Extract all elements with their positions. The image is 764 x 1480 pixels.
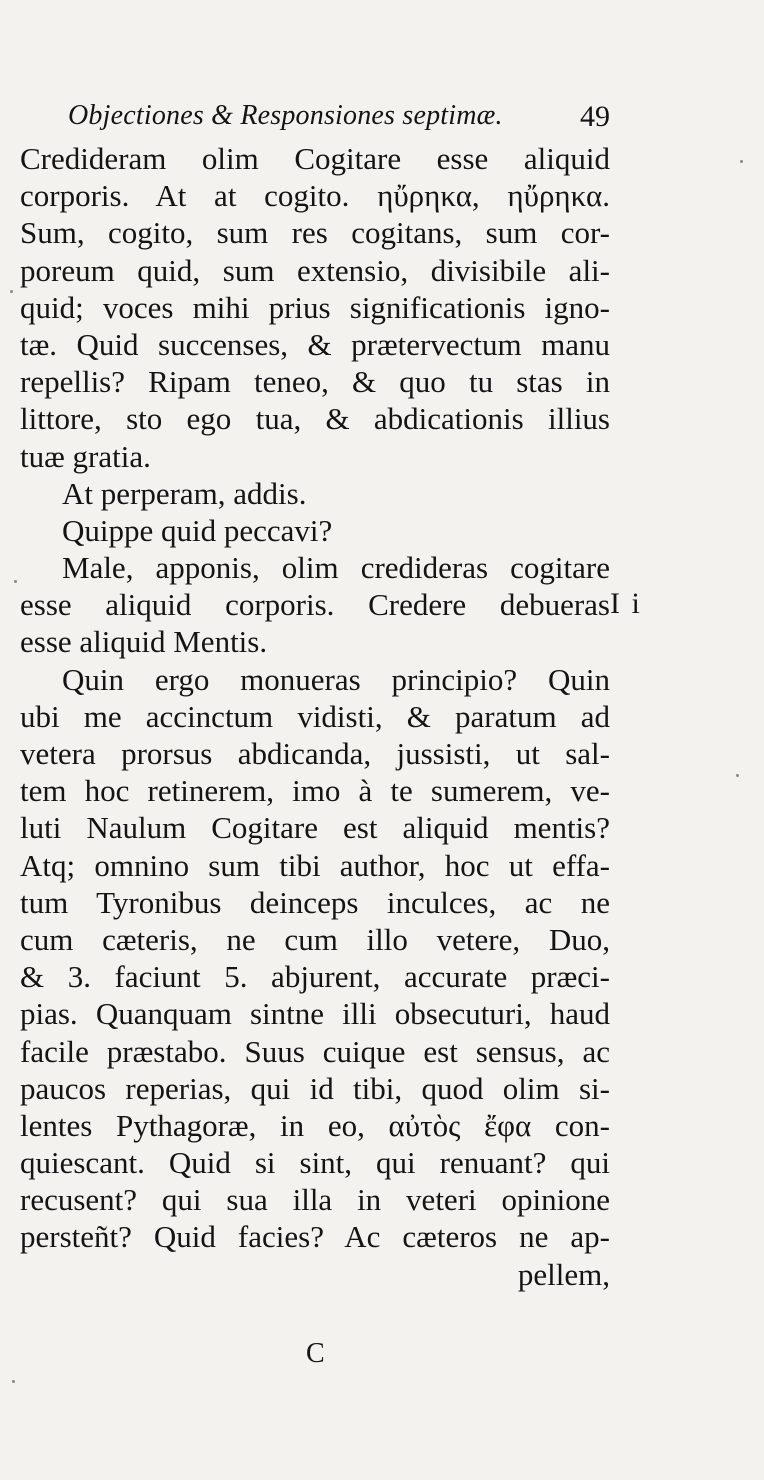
body-text (20, 140, 610, 1293)
text-line: quid; voces mihi prius significationis igno- (20, 289, 610, 325)
text-line: tuæ gratia. (20, 438, 151, 474)
text-line: lentes Pythagoræ, in eo, αὐτὸς ἔφα con- (20, 1107, 610, 1143)
text-line: & 3. faciunt 5. abjurent, accurate præci- (20, 959, 610, 995)
text-line: Sum, cogito, sum res cogitans, sum cor- (20, 215, 610, 251)
text-line: pias. Quanquam sintne illi obsecuturi, haud (20, 996, 610, 1032)
ink-speck (14, 580, 17, 583)
text-line: littore, sto ego tua, & abdicationis illius (20, 401, 610, 437)
margin-signature-note: I i (610, 587, 642, 620)
text-line: vetera prorsus abdicanda, jussisti, ut sal- (20, 736, 610, 771)
text-line: facile præstabo. Suus cuique est sensus, ac (20, 1033, 610, 1069)
text-line: corporis. At at cogito. ηὔρηκα, ηὔρηκα. (20, 178, 610, 214)
ink-speck (736, 774, 739, 777)
text-line: tem hoc retinerem, imo à te sumerem, ve- (20, 773, 610, 809)
text-line: quiescant. Quid si sint, qui renuant? qui (20, 1145, 610, 1181)
text-line: tæ. Quid succenses, & prætervectum manu (20, 326, 610, 362)
text-line: Quin ergo monueras principio? Quin (62, 661, 610, 697)
text-line: cum cæteris, ne cum illo vetere, Duo, (20, 921, 610, 957)
text-line: esse aliquid corporis. Credere debueras (20, 587, 610, 623)
text-line: luti Naulum Cogitare est aliquid mentis? (20, 810, 610, 846)
text-line: poreum quid, sum extensio, divisibile ali- (20, 252, 610, 288)
running-title: Objectiones & Responsiones septimæ. (68, 100, 503, 131)
ink-speck (12, 1380, 15, 1383)
text-line-catchword: pellem, (517, 1256, 610, 1292)
ink-speck (740, 160, 743, 163)
text-line: paucos reperias, qui id tibi, quod olim si- (20, 1070, 610, 1106)
text-line: persteñt? Quid facies? Ac cæteros ne ap- (20, 1219, 610, 1255)
printer-signature: C (306, 1338, 325, 1369)
text-line: esse aliquid Mentis. (20, 624, 268, 660)
page-number: 49 (580, 100, 610, 133)
text-line: tum Tyronibus deinceps inculces, ac ne (20, 884, 610, 920)
text-line: Atq; omnino sum tibi author, hoc ut effa- (20, 847, 610, 883)
text-line: Credideram olim Cogitare esse aliquid (20, 141, 610, 176)
ink-speck (10, 290, 13, 293)
text-line: Male, apponis, olim credideras cogitare (62, 550, 610, 586)
text-line: recusent? qui sua illa in veteri opinione (20, 1182, 610, 1218)
text-line: Quippe quid peccavi? (62, 512, 333, 548)
text-line: At perperam, addis. (62, 475, 307, 511)
text-line: repellis? Ripam teneo, & quo tu stas in (20, 364, 610, 400)
text-line: ubi me accinctum vidisti, & paratum ad (20, 698, 610, 734)
